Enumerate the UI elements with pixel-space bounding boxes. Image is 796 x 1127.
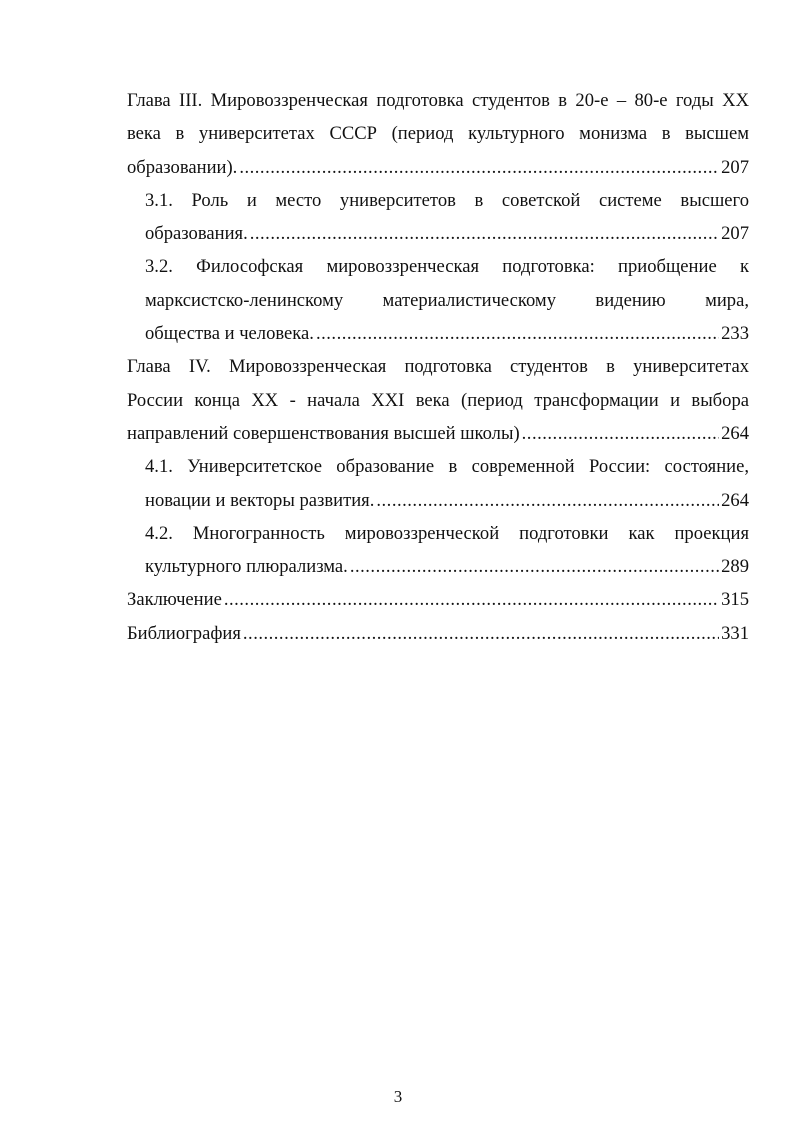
toc-entry-bibliography[interactable] <box>127 617 749 650</box>
toc-page-number: 315 <box>721 589 749 611</box>
dot-leader <box>224 583 719 616</box>
toc-entry-last-line <box>127 617 749 650</box>
toc-entry-text-line: образовании). <box>127 156 238 178</box>
toc-entry-section-4-1[interactable] <box>127 450 749 517</box>
toc-entry-last-line <box>145 217 749 250</box>
toc-entry-text-line: общества и человека. <box>145 323 314 345</box>
toc-entry-text-line: века в университетах СССР (период культурного монизма в высшем <box>127 123 749 145</box>
toc-entry-chapter-4[interactable] <box>127 350 749 450</box>
table-of-contents <box>127 84 749 650</box>
toc-entry-text-line: 3.1. Роль и место университетов в советской системе высшего <box>145 189 749 211</box>
toc-entry-text-line: 4.1. Университетское образование в современной России: состояние, <box>145 456 749 478</box>
dot-leader <box>243 617 719 650</box>
dot-leader <box>350 550 719 583</box>
toc-entry-section-3-2[interactable] <box>127 250 749 350</box>
toc-entry-chapter-3[interactable] <box>127 84 749 184</box>
toc-entry-text-line: Глава IV. Мировоззренческая подготовка студентов в университетах <box>127 356 749 378</box>
toc-entry-section-4-2[interactable] <box>127 517 749 584</box>
dot-leader <box>376 484 719 517</box>
toc-entry-text-line: Заключение <box>127 589 222 611</box>
toc-entry-text-line: новации и векторы развития. <box>145 489 375 511</box>
toc-page-number: 207 <box>721 156 749 178</box>
toc-entry-section-3-1[interactable] <box>127 184 749 251</box>
toc-entry-text-line: направлений совершенствования высшей школы) <box>127 422 520 444</box>
dot-leader <box>522 417 719 450</box>
toc-entry-text-line: 3.2. Философская мировоззренческая подготовка: приобщение к <box>145 256 749 278</box>
toc-entry-last-line <box>127 151 749 184</box>
toc-entry-text-line: Глава III. Мировоззренческая подготовка студентов в 20-е – 80-е годы XX <box>127 90 749 111</box>
page-number: 3 <box>393 1087 403 1106</box>
toc-entry-text-line: культурного плюрализма. <box>145 556 348 578</box>
toc-entry-text-line: 4.2. Многогранность мировоззренческой подготовки как проекция <box>145 522 749 544</box>
toc-page-number: 207 <box>721 223 749 245</box>
toc-entry-conclusion[interactable] <box>127 583 749 616</box>
toc-entry-last-line <box>127 417 749 450</box>
toc-entry-last-line <box>127 583 749 616</box>
toc-page-number: 289 <box>721 556 749 578</box>
toc-page-number: 264 <box>721 489 749 511</box>
toc-entry-last-line <box>145 484 749 517</box>
dot-leader <box>239 151 719 184</box>
dot-leader <box>250 217 719 250</box>
toc-entry-last-line <box>145 317 749 350</box>
toc-entry-text-line: Библиография <box>127 622 241 644</box>
toc-entry-text-line: России конца XX - начала XXI века (период трансформации и выбора <box>127 389 749 411</box>
toc-page-number: 331 <box>721 622 749 644</box>
toc-entry-last-line <box>145 550 749 583</box>
toc-page-number: 233 <box>721 323 749 345</box>
dot-leader <box>316 317 719 350</box>
toc-entry-text-line: марксистско-ленинскому материалистическому видению мира, <box>145 289 749 311</box>
toc-page-number: 264 <box>721 422 749 444</box>
toc-entry-text-line: образования. <box>145 223 248 245</box>
